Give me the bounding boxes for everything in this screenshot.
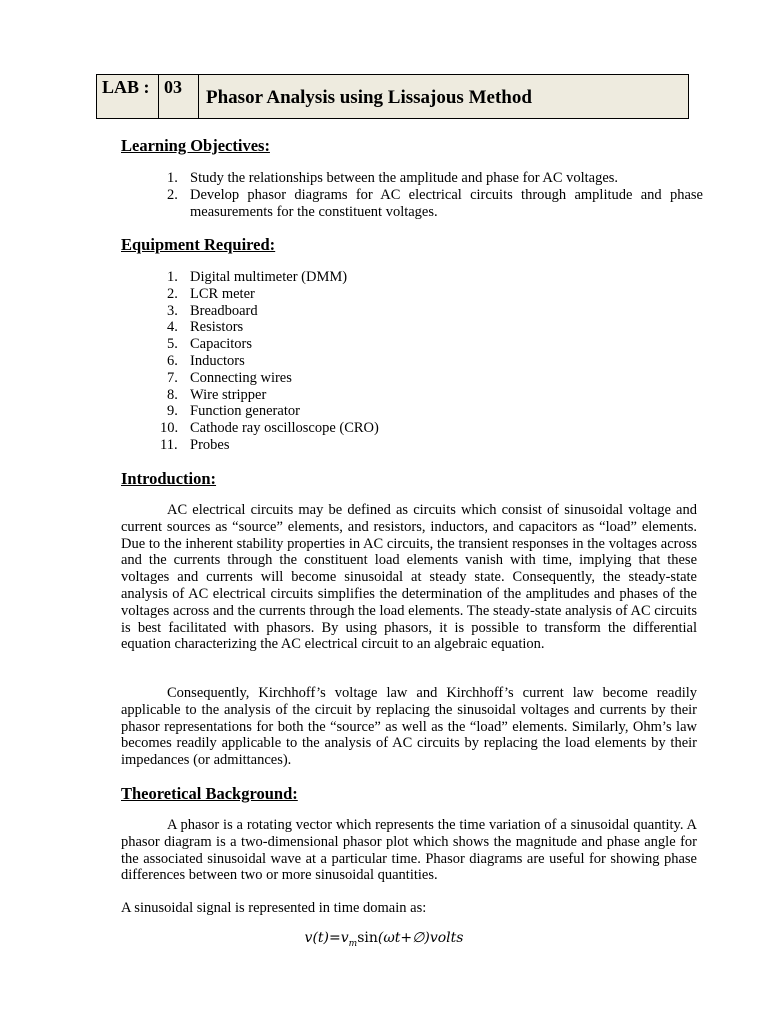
list-item: 5. Capacitors — [167, 336, 253, 353]
list-item: 3. Breadboard — [167, 302, 258, 319]
list-item: 1. Study the relationships between the amplitude and phase for AC voltages. — [167, 170, 619, 186]
list-item: 10. Cathode ray oscilloscope (CRO) — [160, 420, 379, 437]
introduction-paragraph-2: Consequently, Kirchhoff’s voltage law and Kirchhoff’s current law become readily applicable to the analysis of the circuit by replacing the sinusoidal voltages and currents by their phasor representations for both the “source” as well as the “load” elements. Similarly, Ohm’s law becomes readily applicable to the analysis of AC circuits by replacing the load elements by their impedances (or admittances). — [121, 685, 697, 769]
list-item: 8. Wire stripper — [167, 386, 267, 403]
theory-paragraph: A phasor is a rotating vector which represents the time variation of a sinusoidal quantity. A phasor diagram is a two-dimensional phasor plot which shows the magnitude and phase angle for the associated sinusoidal wave at a particular time. Phasor diagrams are useful for showing phase differences between two or more sinusoidal quantities. — [121, 817, 697, 884]
learning-objectives-list — [121, 170, 703, 220]
list-item: 2. Develop phasor diagrams for AC electrical circuits through amplitude and phase measurements for the constituent voltages. — [167, 186, 703, 220]
lab-label-cell: LAB : — [97, 75, 159, 118]
lab-number-cell: 03 — [159, 75, 199, 118]
signal-intro-text: A sinusoidal signal is represented in time domain as: — [121, 900, 427, 916]
equipment-heading: Equipment Required: — [121, 235, 276, 254]
lab-header-table — [96, 74, 689, 119]
sinusoid-equation: $v(t)=v_m\sin(\omega t+\emptyset)volts$ — [304, 930, 464, 949]
introduction-paragraph-1: AC electrical circuits may be defined as circuits which consist of sinusoidal voltage and current sources as “source” elements, and resistors, inductors, and capacitors as “load” elements. Due to the inherent stability properties in AC circuits, the transient responses in the voltages across and the currents through the constituent load elements vanish with time, implying that these voltages and currents will become sinusoidal at steady state. Consequently, the steady-state analysis of AC electrical circuits simplifies the determination of the amplitudes and phases of the voltages across and the currents through the load elements. The steady-state analysis of AC circuits is best facilitated with phasors. By using phasors, it is possible to transform the differential equation characterizing the AC electrical circuit to an algebraic equation. — [121, 502, 697, 653]
list-item: 4. Resistors — [167, 319, 244, 336]
equipment-list — [121, 269, 703, 454]
theory-heading: Theoretical Background: — [121, 784, 298, 803]
list-item: 7. Connecting wires — [167, 369, 292, 386]
list-item: 9. Function generator — [167, 403, 300, 420]
learning-objectives-heading: Learning Objectives: — [121, 136, 270, 155]
list-item: 2. LCR meter — [167, 285, 255, 302]
introduction-heading: Introduction: — [121, 469, 217, 488]
lab-title-cell: Phasor Analysis using Lissajous Method — [206, 87, 532, 108]
list-item: 1. Digital multimeter (DMM) — [167, 269, 348, 285]
list-item: 11. Probes — [160, 436, 230, 453]
list-item: 6. Inductors — [167, 352, 245, 369]
